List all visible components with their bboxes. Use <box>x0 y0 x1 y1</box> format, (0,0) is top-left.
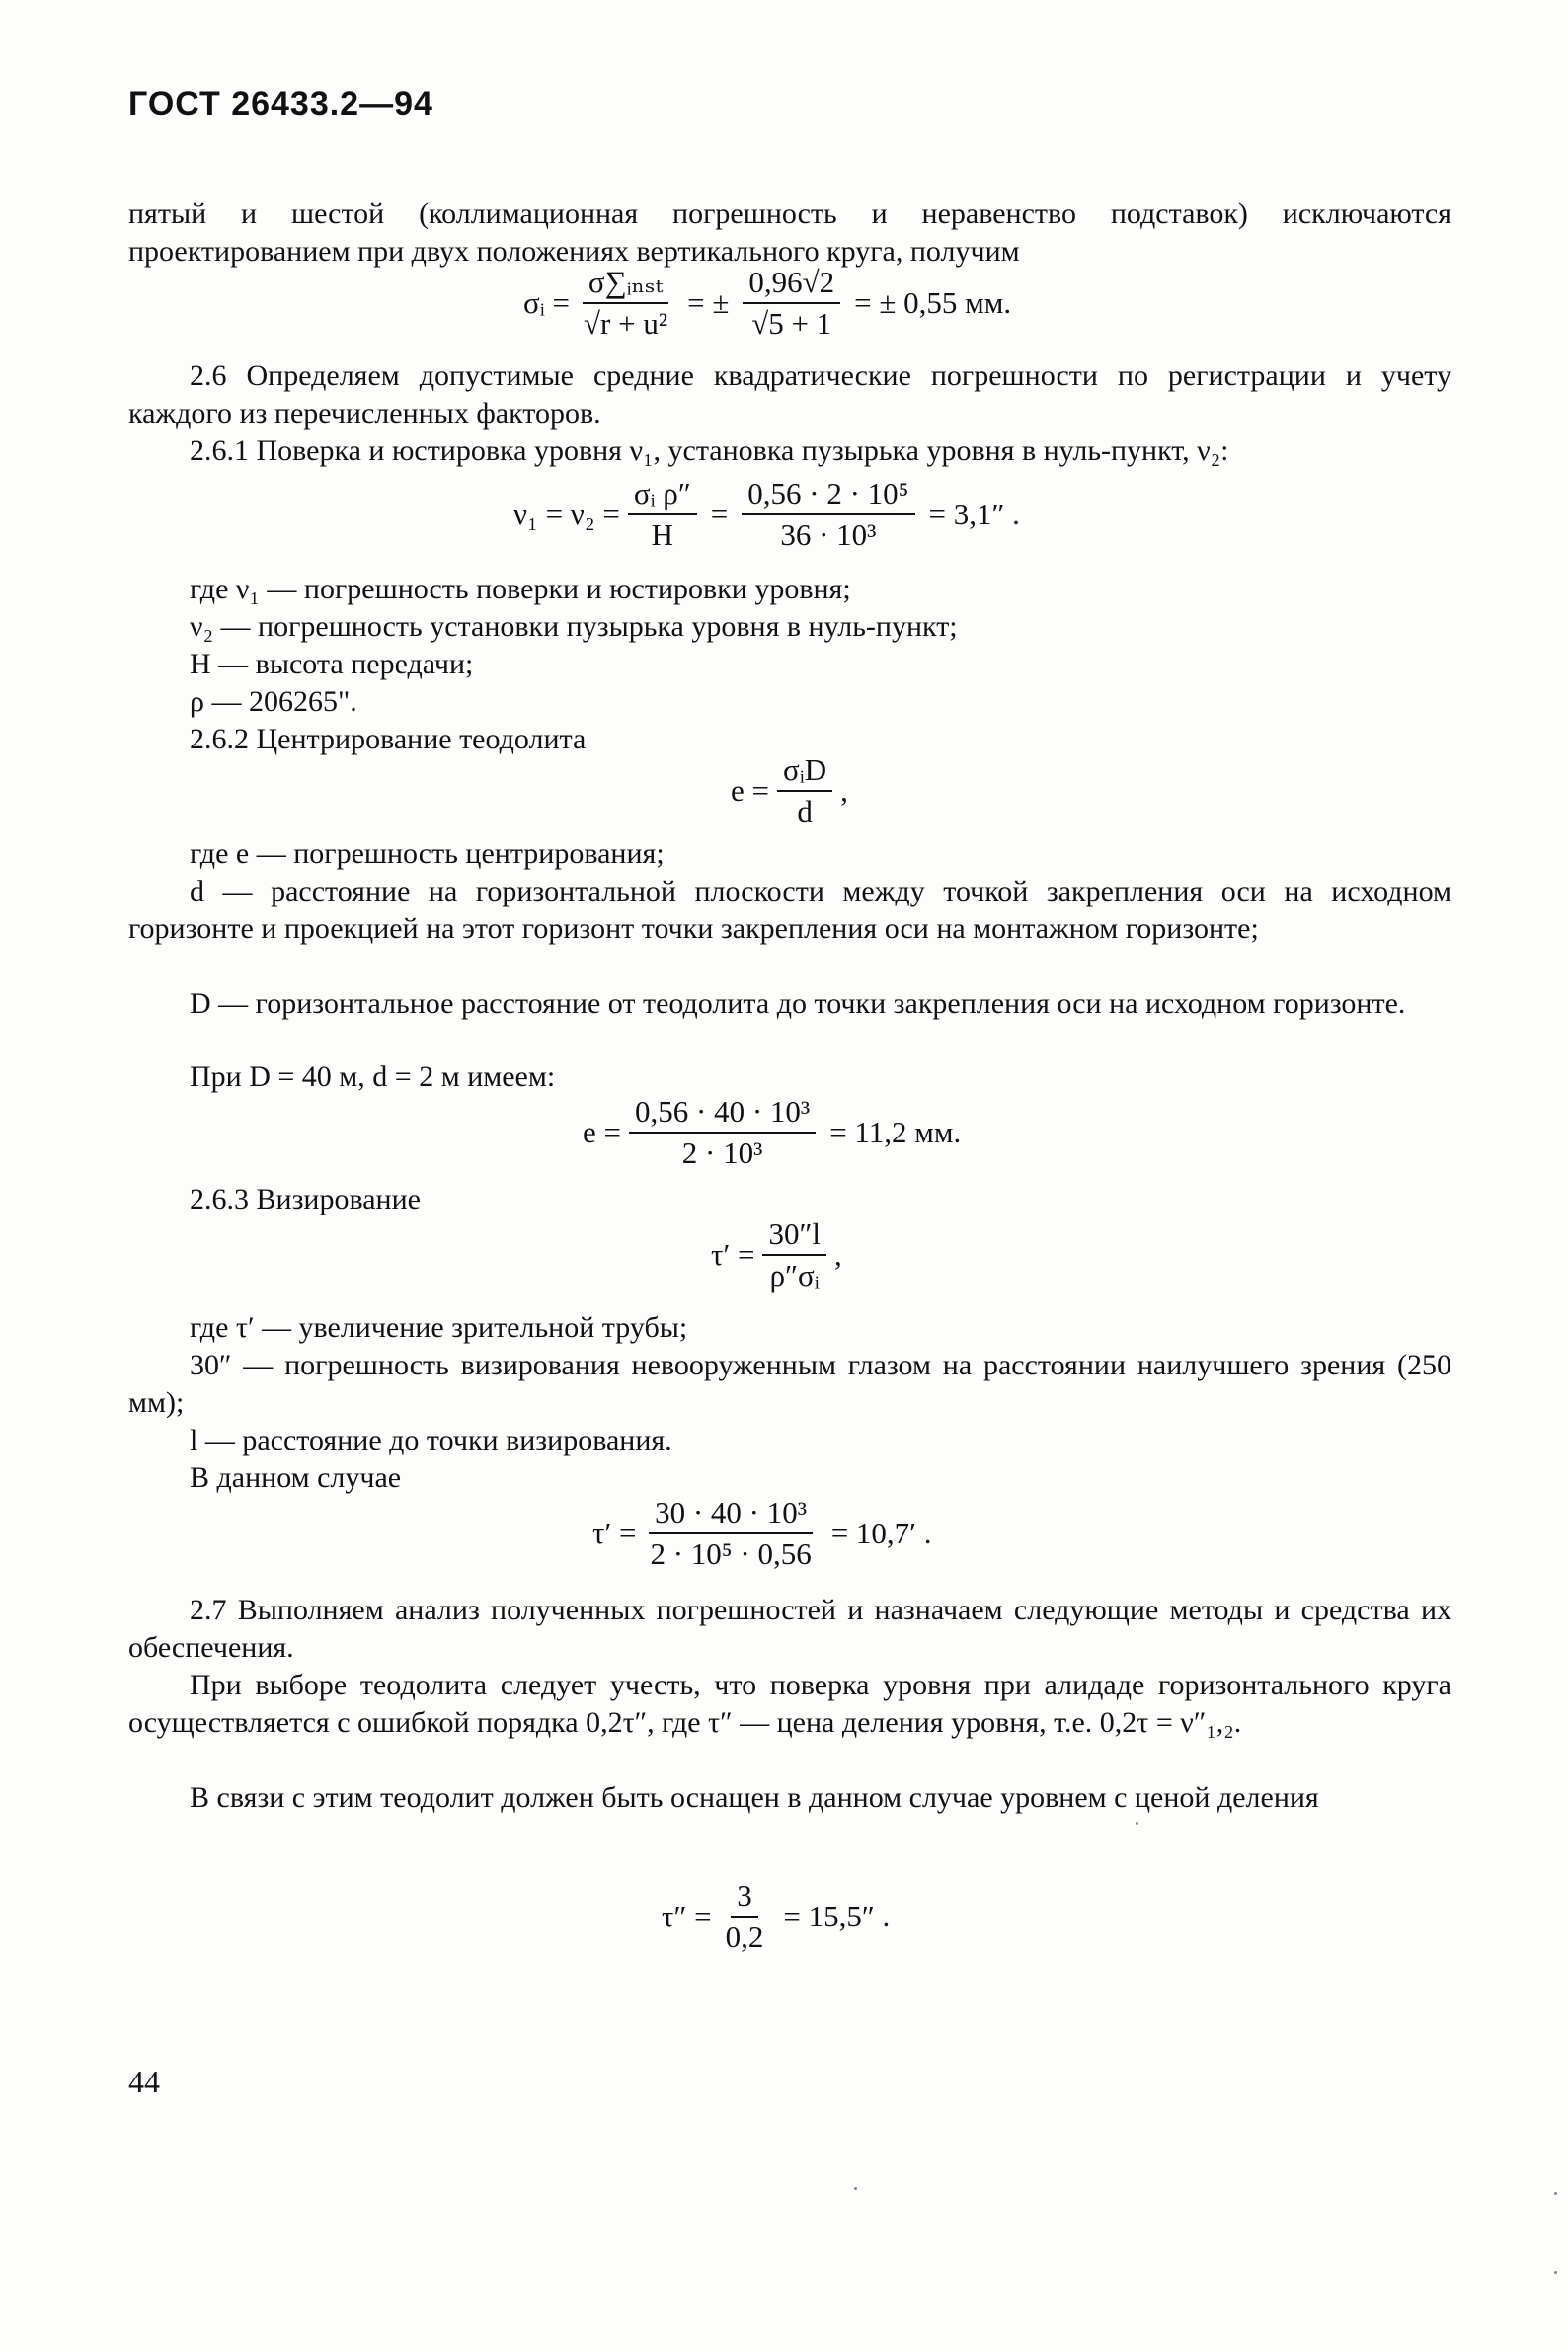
formula-result: , <box>834 1237 842 1272</box>
formula-result: = 11,2 мм. <box>829 1115 962 1149</box>
paragraph-intro: пятый и шестой (коллимационная погрешность и неравенство подставок) исключаются проектированием при двух положениях вертикального круга, получим <box>128 197 1451 268</box>
fraction-numerator: σ∑ᵢₙₛₜ <box>583 265 668 304</box>
formula-level-division <box>662 1878 896 1955</box>
fraction-numerator: 0,96√2 <box>743 265 840 304</box>
definition-D: D — горизонтальное расстояние от теодолита до точки закрепления оси на исходном горизонте. <box>190 987 1406 1020</box>
paragraph-given-values: При D = 40 м, d = 2 м имеем: <box>190 1060 556 1093</box>
fraction <box>743 265 840 342</box>
fraction <box>578 265 673 342</box>
fraction-denominator: 36 · 10³ <box>780 517 877 552</box>
definition-d: d — расстояние на горизонтальной плоскости между точкой закрепления оси на исходном горизонте и проекцией на этот горизонт точки закрепления оси на монтажном горизонте; <box>128 875 1451 945</box>
scan-speck <box>854 2187 857 2190</box>
formula-operator: = ± <box>687 285 730 320</box>
fraction <box>742 476 914 553</box>
paragraph-2-6-1: 2.6.1 Поверка и юстировка уровня ν₁, установка пузырька уровня в нуль-пункт, ν₂: <box>190 434 1229 467</box>
formula-lhs: τ′ = <box>711 1237 755 1272</box>
fraction-numerator: σᵢD <box>777 752 832 792</box>
paragraph-2-6-3: 2.6.3 Визирование <box>190 1183 421 1215</box>
formula-lhs: ν₁ = ν₂ = <box>513 497 620 531</box>
fraction-denominator: d <box>797 794 813 828</box>
formula-e-definition <box>731 752 848 829</box>
formula-lhs: τ′ = <box>592 1516 637 1550</box>
fraction <box>762 1216 826 1294</box>
formula-lhs: σᵢ = <box>523 285 571 320</box>
fraction-numerator: 3 <box>731 1878 758 1918</box>
formula-sigma-i <box>523 265 1017 342</box>
fraction <box>720 1878 770 1955</box>
formula-result: = 10,7′ . <box>830 1516 932 1550</box>
fraction-denominator: ρ″σᵢ <box>769 1258 820 1293</box>
fraction-denominator: H <box>651 517 674 552</box>
definition-rho: ρ — 206265". <box>190 685 357 718</box>
paragraph-2-7: 2.7 Выполняем анализ полученных погрешностей и назначаем следующие методы и средства их обеспечения. <box>128 1594 1451 1664</box>
formula-lhs: τ″ = <box>662 1899 712 1933</box>
definition-30: 30″ — погрешность визирования невооруженным глазом на расстоянии наилучшего зрения (250 мм); <box>128 1349 1451 1419</box>
fraction-denominator: 2 · 10³ <box>681 1136 763 1170</box>
fraction-denominator: √5 + 1 <box>751 306 832 341</box>
formula-result: = 3,1″ . <box>928 497 1020 531</box>
fraction-numerator: 30″l <box>762 1216 826 1256</box>
definition-tau: где τ′ — увеличение зрительной трубы; <box>190 1311 688 1344</box>
definition-e: где e — погрешность центрирования; <box>190 837 665 870</box>
paragraph-case: В данном случае <box>190 1461 402 1494</box>
formula-v1-v2 <box>513 476 1026 553</box>
paragraph-level-division: В связи с этим теодолит должен быть оснащен в данном случае уровнем с ценой деления <box>190 1781 1319 1814</box>
formula-result: , <box>840 773 848 808</box>
fraction-numerator: 30 · 40 · 10³ <box>649 1495 813 1534</box>
formula-lhs: e = <box>583 1115 621 1149</box>
fraction-numerator: σᵢ ρ″ <box>628 476 697 515</box>
definition-v2: ν₂ — погрешность установки пузырька уровня в нуль-пункт; <box>190 610 958 643</box>
fraction-numerator: 0,56 · 2 · 10⁵ <box>742 476 914 515</box>
document-code-header: ГОСТ 26433.2—94 <box>128 85 433 122</box>
formula-tau-definition <box>711 1216 842 1294</box>
definition-v1: где ν₁ — погрешность поверки и юстировки уровня; <box>190 573 851 605</box>
fraction <box>644 1495 817 1572</box>
formula-result: = 15,5″ . <box>783 1899 891 1933</box>
definition-l: l — расстояние до точки визирования. <box>190 1424 672 1456</box>
fraction-denominator: 0,2 <box>725 1920 764 1954</box>
page-number: 44 <box>128 2064 160 2099</box>
scan-speck <box>1136 1822 1138 1825</box>
scan-speck <box>1554 2192 1557 2195</box>
fraction-denominator: 2 · 10⁵ · 0,56 <box>650 1536 812 1571</box>
definition-H: H — высота передачи; <box>190 648 474 680</box>
paragraph-2-6-2: 2.6.2 Центрирование теодолита <box>190 723 587 755</box>
fraction <box>777 752 832 829</box>
fraction-denominator: √r + u² <box>584 306 668 341</box>
formula-lhs: e = <box>731 773 769 808</box>
fraction-numerator: 0,56 · 40 · 10³ <box>629 1094 816 1134</box>
formula-e-calculation <box>583 1094 967 1171</box>
fraction <box>628 476 697 553</box>
formula-result: = ± 0,55 мм. <box>854 285 1012 320</box>
fraction <box>629 1094 816 1171</box>
formula-operator: = <box>710 497 729 531</box>
formula-tau-calculation <box>592 1495 937 1572</box>
paragraph-theodolite-choice: При выборе теодолита следует учесть, что поверка уровня при алидаде горизонтального круга осуществляется с ошибкой порядка 0,2τ″, где τ″ — цена деления уровня, т.е. 0,2τ = ν″₁,₂. <box>128 1669 1451 1739</box>
paragraph-2-6: 2.6 Определяем допустимые средние квадратические погрешности по регистрации и учету каждого из перечисленных факторов. <box>128 359 1451 430</box>
scan-speck <box>1554 2271 1557 2274</box>
